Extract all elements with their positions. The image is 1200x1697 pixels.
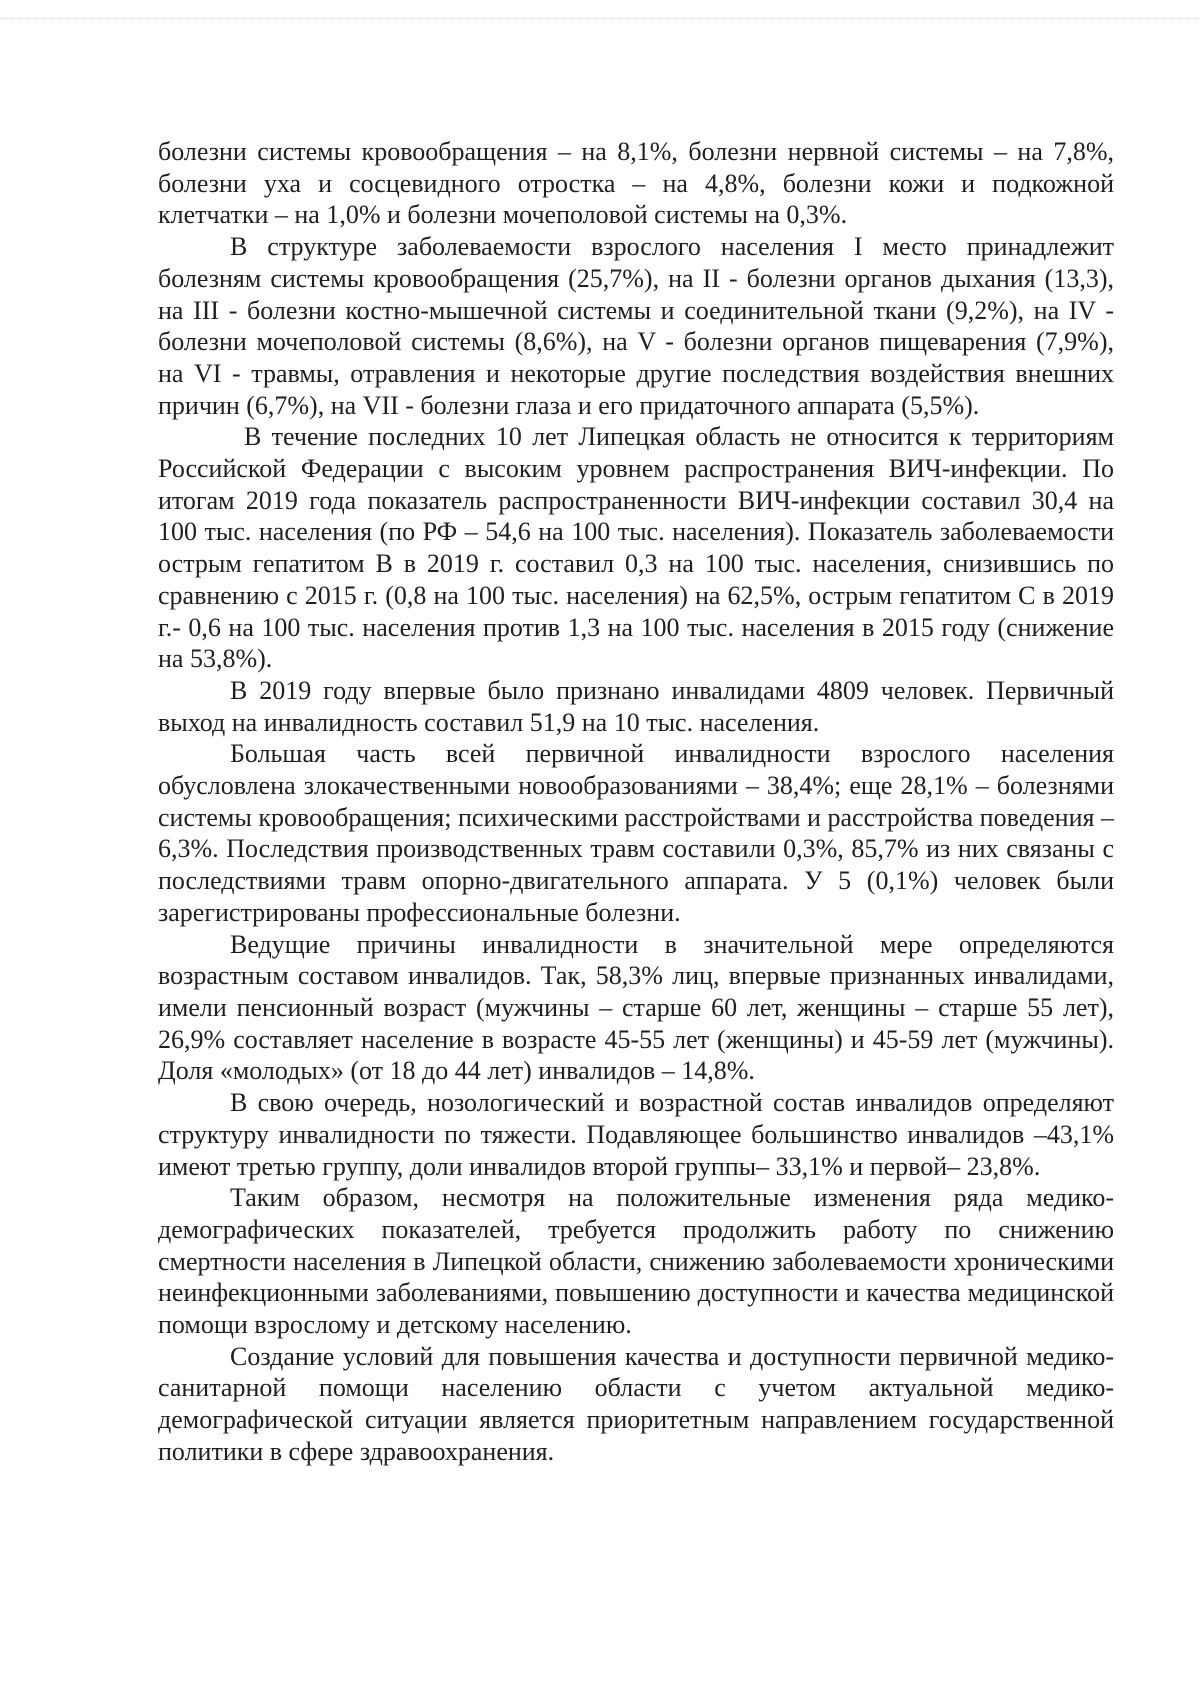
paragraph-disability-age: Ведущие причины инвалидности в значительной мере определяются возрастным составом инвалидов. Так, 58,3% лиц, впервые признанных инвалидами, имели пенсионный возраст (мужчины – старше 60 лет, женщины – старше 55 лет), 26,9% составляет население в возрасте 45-55 лет (женщины) и 45-59 лет (мужчины). Доля «молодых» (от 18 до 44 лет) инвалидов – 14,8%. <box>158 929 1114 1086</box>
page-top-edge <box>0 18 1200 19</box>
paragraph-continued: болезни системы кровообращения – на 8,1%, болезни нервной системы – на 7,8%, болезни уха и сосцевидного отростка – на 4,8%, болезни кожи и подкожной клетчатки – на 1,0% и болезни мочеполовой системы на 0,3%. <box>158 137 1114 230</box>
paragraph-adult-morbidity-structure: В структуре заболеваемости взрослого населения I место принадлежит болезням системы кровообращения (25,7%), на II - болезни органов дыхания (13,3), на III - болезни костно-мышечной системы и соединительной ткани (9,2%), на IV - болезни мочеполовой системы (8,6%), на V - болезни органов пищеварения (7,9%), на VI - травмы, отравления и некоторые другие последствия воздействия внешних причин (6,7%), на VII - болезни глаза и его придаточного аппарата (5,5%). <box>158 232 1114 420</box>
paragraph-hiv-hepatitis: В течение последних 10 лет Липецкая область не относится к территориям Российской Федерации с высоким уровнем распространения ВИЧ-инфекции. По итогам 2019 года показатель распространенности ВИЧ-инфекции составил 30,4 на 100 тыс. населения (по РФ – 54,6 на 100 тыс. населения). Показатель заболеваемости острым гепатитом В в 2019 г. составил 0,3 на 100 тыс. населения, снизившись по сравнению с 2015 г. (0,8 на 100 тыс. населения) на 62,5%, острым гепатитом С в 2019 г.- 0,6 на 100 тыс. населения против 1,3 на 100 тыс. населения в 2015 году (снижение на 53,8%). <box>158 422 1114 674</box>
paragraph-disability-causes: Большая часть всей первичной инвалидности взрослого населения обусловлена злокачественными новообразованиями – 38,4%; еще 28,1% – болезнями системы кровообращения; психическими расстройствами и расстройства поведения – 6,3%. Последствия производственных травм составили 0,3%, 85,7% из них связаны с последствиями травм опорно-двигательного аппарата. У 5 (0,1%) человек были зарегистрированы профессиональные болезни. <box>158 739 1114 927</box>
paragraph-priority: Создание условий для повышения качества и доступности первичной медико-санитарной помощи населению области с учетом актуальной медико-демографической ситуации является приоритетным направлением государственной политики в сфере здравоохранения. <box>158 1341 1114 1466</box>
document-body <box>158 136 1114 1468</box>
paragraph-conclusion: Таким образом, несмотря на положительные изменения ряда медико-демографических показателей, требуется продолжить работу по снижению смертности населения в Липецкой области, снижению заболеваемости хроническими неинфекционными заболеваниями, повышению доступности и качества медицинской помощи взрослому и детскому населению. <box>158 1183 1114 1340</box>
paragraph-disability-count: В 2019 году впервые было признано инвалидами 4809 человек. Первичный выход на инвалидность составил 51,9 на 10 тыс. населения. <box>158 675 1114 737</box>
paragraph-disability-severity: В свою очередь, нозологический и возрастной состав инвалидов определяют структуру инвалидности по тяжести. Подавляющее большинство инвалидов –43,1% имеют третью группу, доли инвалидов второй группы– 33,1% и первой– 23,8%. <box>158 1088 1114 1181</box>
